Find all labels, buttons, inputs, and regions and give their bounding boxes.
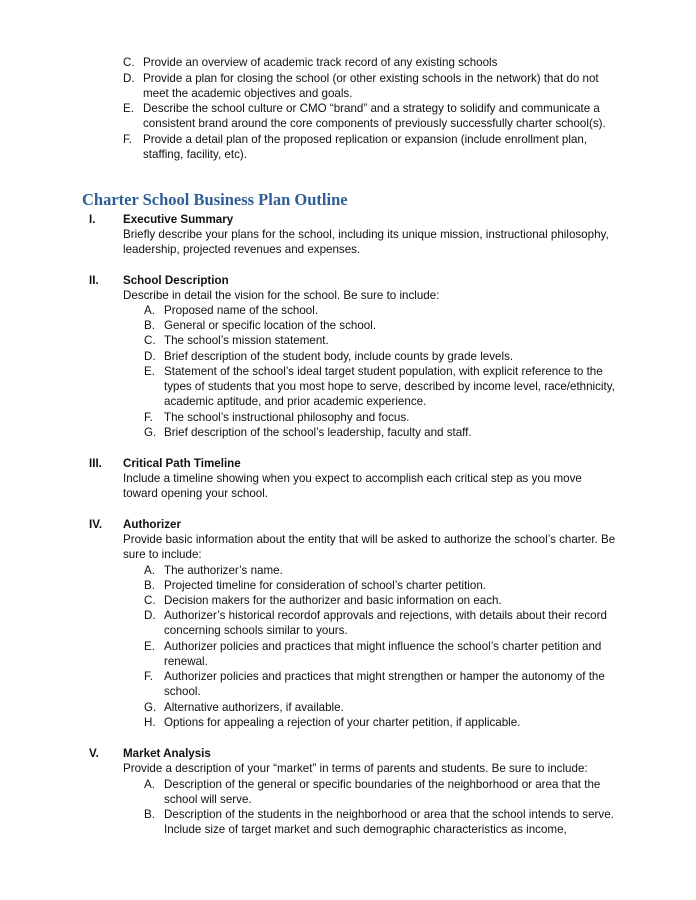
list-text: Provide a detail plan of the proposed replication or expansion (include enrollment plan, staffing, facility, etc). [143, 133, 588, 162]
intro-item-f [123, 132, 618, 162]
list-text: General or specific location of the school. [164, 319, 377, 332]
section-text: Describe in detail the vision for the school. Be sure to include: [123, 289, 440, 302]
list-item [144, 425, 618, 440]
list-text: Projected timeline for consideration of school’s charter petition. [164, 579, 487, 592]
list-text: The authorizer’s name. [164, 564, 283, 577]
list-label: C. [144, 334, 156, 347]
list-label: A. [144, 778, 155, 791]
list-item [144, 364, 618, 410]
list-label: E. [144, 365, 155, 378]
list-label: H. [144, 716, 156, 729]
list-text: Options for appealing a rejection of your charter petition, if applicable. [164, 716, 521, 729]
section-title: School Description [123, 274, 229, 287]
list-item [144, 303, 618, 318]
list-item [144, 608, 618, 638]
intro-item-c [123, 55, 618, 70]
list-label: B. [144, 319, 155, 332]
list-item [144, 318, 618, 333]
list-label: F. [144, 670, 154, 683]
list-item [144, 700, 618, 715]
list-item [144, 715, 618, 730]
list-text: Authorizer policies and practices that might strengthen or hamper the autonomy of the school. [164, 670, 605, 699]
section-title: Executive Summary [123, 213, 234, 226]
list-text: Authorizer’s historical recordof approvals and rejections, with details about their record concerning schools similar to yours. [164, 609, 607, 638]
list-label: G. [144, 701, 157, 714]
list-label: C. [123, 56, 135, 69]
section-title: Critical Path Timeline [123, 457, 241, 470]
list-text: Authorizer policies and practices that might influence the school’s charter petition and renewal. [164, 640, 602, 669]
section-text: Provide basic information about the entity that will be asked to authorize the school’s charter. Be sure to include: [123, 533, 616, 562]
list-label: C. [144, 594, 156, 607]
section-number: III. [89, 457, 102, 470]
list-item [144, 639, 618, 669]
list-item [144, 777, 618, 807]
list-item [144, 333, 618, 348]
list-text: Brief description of the school’s leadership, faculty and staff. [164, 426, 472, 439]
list-label: B. [144, 808, 155, 821]
intro-item-d [123, 71, 618, 101]
intro-item-e [123, 101, 618, 131]
list-text: Provide a plan for closing the school (or other existing schools in the network) that do not meet the academic objectives and goals. [143, 72, 599, 101]
list-text: Statement of the school’s ideal target student population, with explicit reference to the types of students that you most hope to serve, described by income level, race/ethnicity, academic aptitude, and prior academic experience. [164, 365, 615, 409]
list-label: E. [123, 102, 134, 115]
list-label: A. [144, 304, 155, 317]
list-text: The school’s mission statement. [164, 334, 329, 347]
list-label: D. [123, 72, 135, 85]
list-text: Provide an overview of academic track record of any existing schools [143, 56, 498, 69]
list-text: Proposed name of the school. [164, 304, 319, 317]
list-label: D. [144, 350, 156, 363]
page-heading: Charter School Business Plan Outline [82, 190, 348, 209]
section-text: Include a timeline showing when you expect to accomplish each critical step as you move toward opening your school. [123, 472, 582, 501]
list-text: Description of the students in the neighborhood or area that the school intends to serve. Include size of target market and such demographic characteristics as income, [164, 808, 614, 837]
list-label: G. [144, 426, 157, 439]
list-item [144, 578, 618, 593]
list-text: Alternative authorizers, if available. [164, 701, 344, 714]
list-label: D. [144, 609, 156, 622]
section-number: V. [89, 747, 99, 760]
section-title: Authorizer [123, 518, 181, 531]
section-number: IV. [89, 518, 103, 531]
list-text: The school’s instructional philosophy and focus. [164, 411, 410, 424]
list-item [144, 563, 618, 578]
section-title: Market Analysis [123, 747, 211, 760]
section-number: I. [89, 213, 96, 226]
list-label: B. [144, 579, 155, 592]
list-item [144, 669, 618, 699]
list-item [144, 349, 618, 364]
list-item [144, 410, 618, 425]
section-text: Provide a description of your “market” in terms of parents and students. Be sure to include: [123, 762, 588, 775]
list-label: F. [144, 411, 154, 424]
list-label: E. [144, 640, 155, 653]
list-text: Brief description of the student body, include counts by grade levels. [164, 350, 514, 363]
list-text: Decision makers for the authorizer and basic information on each. [164, 594, 502, 607]
list-item [144, 807, 618, 837]
list-text: Description of the general or specific boundaries of the neighborhood or area that the school will serve. [164, 778, 601, 807]
list-label: F. [123, 133, 133, 146]
section-text: Briefly describe your plans for the school, including its unique mission, instructional philosophy, leadership, projected revenues and expenses. [123, 228, 609, 257]
section-number: II. [89, 274, 99, 287]
list-label: A. [144, 564, 155, 577]
list-text: Describe the school culture or CMO “brand” and a strategy to solidify and communicate a consistent brand around the core components of previously successfully charter school(s). [143, 102, 606, 131]
list-item [144, 593, 618, 608]
